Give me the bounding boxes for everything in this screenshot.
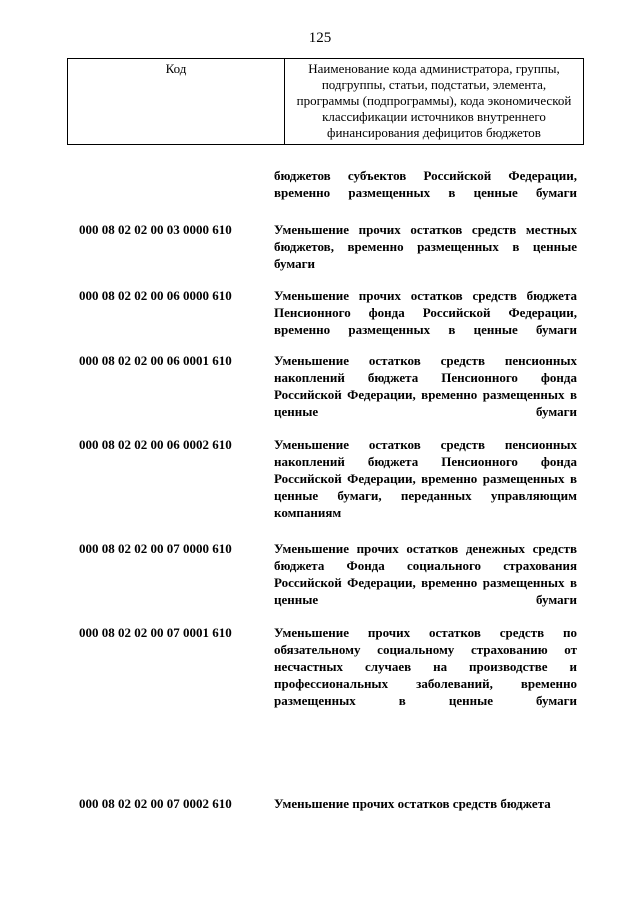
page-number: 125	[308, 30, 332, 46]
row-code: 000 08 02 02 00 07 0002 610	[79, 796, 232, 811]
row-text: Уменьшение прочих остатков средств бюджета Пенсионного фонда Российской Федерации, временно размещенных в ценные бумаги	[274, 288, 577, 337]
header-code-column: Код	[68, 59, 285, 145]
row-code: 000 08 02 02 00 07 0000 610	[79, 541, 232, 556]
table-header	[67, 58, 584, 145]
row-text: Уменьшение прочих остатков средств местных бюджетов, временно размещенных в ценные бумаги	[274, 222, 577, 271]
row-text: Уменьшение прочих остатков денежных средств бюджета Фонда социального страхования Российской Федерации, временно размещенных в ценные бумаги	[274, 541, 577, 607]
row-code: 000 08 02 02 00 07 0001 610	[79, 625, 232, 640]
row-code: 000 08 02 02 00 06 0001 610	[79, 353, 232, 368]
row-text: Уменьшение остатков средств пенсионных накоплений бюджета Пенсионного фонда Российской Федерации, временно размещенных в ценные бумаги	[274, 353, 577, 419]
row-text: Уменьшение прочих остатков средств по обязательному социальному страхованию от несчастных случаев на производстве и профессиональных заболеваний, временно размещенных в ценные бумаги	[274, 625, 577, 708]
continuation-text: бюджетов субъектов Российской Федерации, временно размещенных в ценные бумаги	[274, 168, 577, 200]
row-text: Уменьшение остатков средств пенсионных накоплений бюджета Пенсионного фонда Российской Федерации, временно размещенных в ценные бумаги, переданных управляющим компаниям	[274, 437, 577, 520]
row-text: Уменьшение прочих остатков средств бюджета	[274, 796, 551, 811]
header-name-column: Наименование кода администратора, группы, подгруппы, статьи, подстатьи, элемента, программы (подпрограммы), кода экономической классификации источников внутреннего финансирования дефицитов бюджетов	[285, 59, 584, 145]
row-code: 000 08 02 02 00 06 0002 610	[79, 437, 232, 452]
row-code: 000 08 02 02 00 06 0000 610	[79, 288, 232, 303]
row-code: 000 08 02 02 00 03 0000 610	[79, 222, 232, 237]
